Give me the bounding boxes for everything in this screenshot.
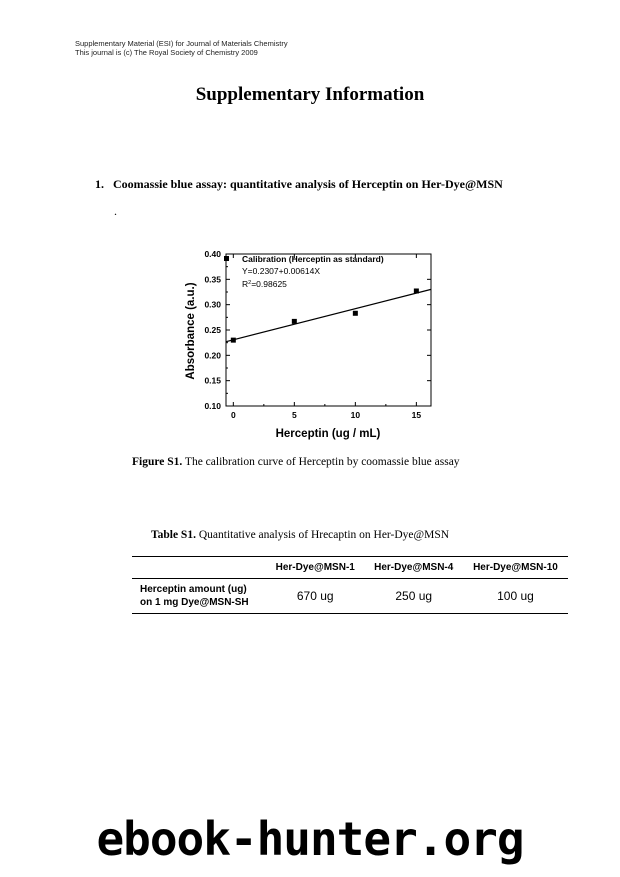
legend-r2 bbox=[242, 279, 287, 289]
data-point bbox=[353, 311, 358, 316]
journal-header-line-2: This journal is (c) The Royal Society of Chemistry 2009 bbox=[75, 48, 258, 57]
section-heading-text: Coomassie blue assay: quantitative analysis of Herceptin on Her-Dye@MSN bbox=[113, 177, 503, 191]
section-number: 1. bbox=[95, 177, 104, 191]
table-caption-label: Table S1. bbox=[151, 529, 196, 541]
table-caption bbox=[151, 529, 449, 541]
journal-header-line-1: Supplementary Material (ESI) for Journal of Materials Chemistry bbox=[75, 39, 288, 48]
table-header-cell: Her-Dye@MSN-10 bbox=[463, 557, 568, 579]
y-tick-label: 0.15 bbox=[204, 375, 221, 386]
quantitative-table bbox=[132, 556, 568, 614]
data-points bbox=[231, 288, 419, 342]
section-heading bbox=[95, 177, 503, 192]
table-header-cell: Her-Dye@MSN-1 bbox=[266, 557, 364, 579]
data-point bbox=[231, 338, 236, 343]
watermark: ebook-hunter.org bbox=[96, 812, 524, 866]
row-label-line-2: on 1 mg Dye@MSN-SH bbox=[140, 597, 249, 608]
y-tick-label: 0.10 bbox=[204, 401, 221, 411]
x-axis-label: Herceptin (ug / mL) bbox=[275, 428, 381, 440]
x-tick-label: 15 bbox=[411, 410, 422, 420]
stray-mark: . bbox=[114, 204, 117, 218]
y-axis-label: Absorbance (a.u.) bbox=[185, 282, 197, 380]
table-header-cell bbox=[132, 557, 266, 579]
page-title: Supplementary Information bbox=[195, 84, 425, 105]
legend-marker bbox=[224, 256, 229, 261]
table-cell: 100 ug bbox=[463, 579, 568, 614]
data-point bbox=[414, 288, 419, 293]
y-tick-label: 0.20 bbox=[204, 350, 221, 361]
legend-label: Calibration (Herceptin as standard) bbox=[242, 254, 384, 264]
x-tick-label: 0 bbox=[230, 410, 236, 420]
calibration-chart bbox=[170, 240, 450, 445]
legend-r2-exponent: 2 bbox=[248, 280, 252, 286]
figure-caption-label: Figure S1. bbox=[132, 456, 183, 468]
legend-r2-symbol: R bbox=[242, 279, 249, 289]
plot-frame bbox=[226, 254, 431, 406]
y-tick-label: 0.40 bbox=[204, 249, 221, 259]
legend-equation: Y=0.2307+0.00614X bbox=[242, 266, 320, 276]
x-tick-label: 5 bbox=[291, 410, 297, 420]
row-label-line-1: Herceptin amount (ug) bbox=[140, 584, 247, 595]
table-header-cell: Her-Dye@MSN-4 bbox=[364, 557, 462, 579]
y-tick-label: 0.25 bbox=[204, 325, 221, 335]
table-row bbox=[132, 579, 568, 614]
table-row-label bbox=[132, 579, 266, 614]
table-header-row bbox=[132, 557, 568, 579]
table-cell: 670 ug bbox=[266, 579, 364, 614]
plot-area-border bbox=[226, 254, 431, 406]
table-caption-text: Quantitative analysis of Hrecaptin on Her-Dye@MSN bbox=[195, 529, 450, 541]
y-tick-label: 0.30 bbox=[204, 299, 221, 310]
figure-caption bbox=[132, 456, 460, 468]
y-tick-label: 0.35 bbox=[204, 274, 221, 285]
legend bbox=[224, 254, 384, 289]
table-cell: 250 ug bbox=[364, 579, 462, 614]
legend-r2-value: =0.98625 bbox=[251, 279, 287, 289]
fit-line bbox=[226, 289, 431, 341]
data-point bbox=[292, 319, 297, 324]
figure-caption-text: The calibration curve of Herceptin by coomassie blue assay bbox=[182, 456, 460, 468]
x-tick-label: 10 bbox=[350, 410, 361, 420]
